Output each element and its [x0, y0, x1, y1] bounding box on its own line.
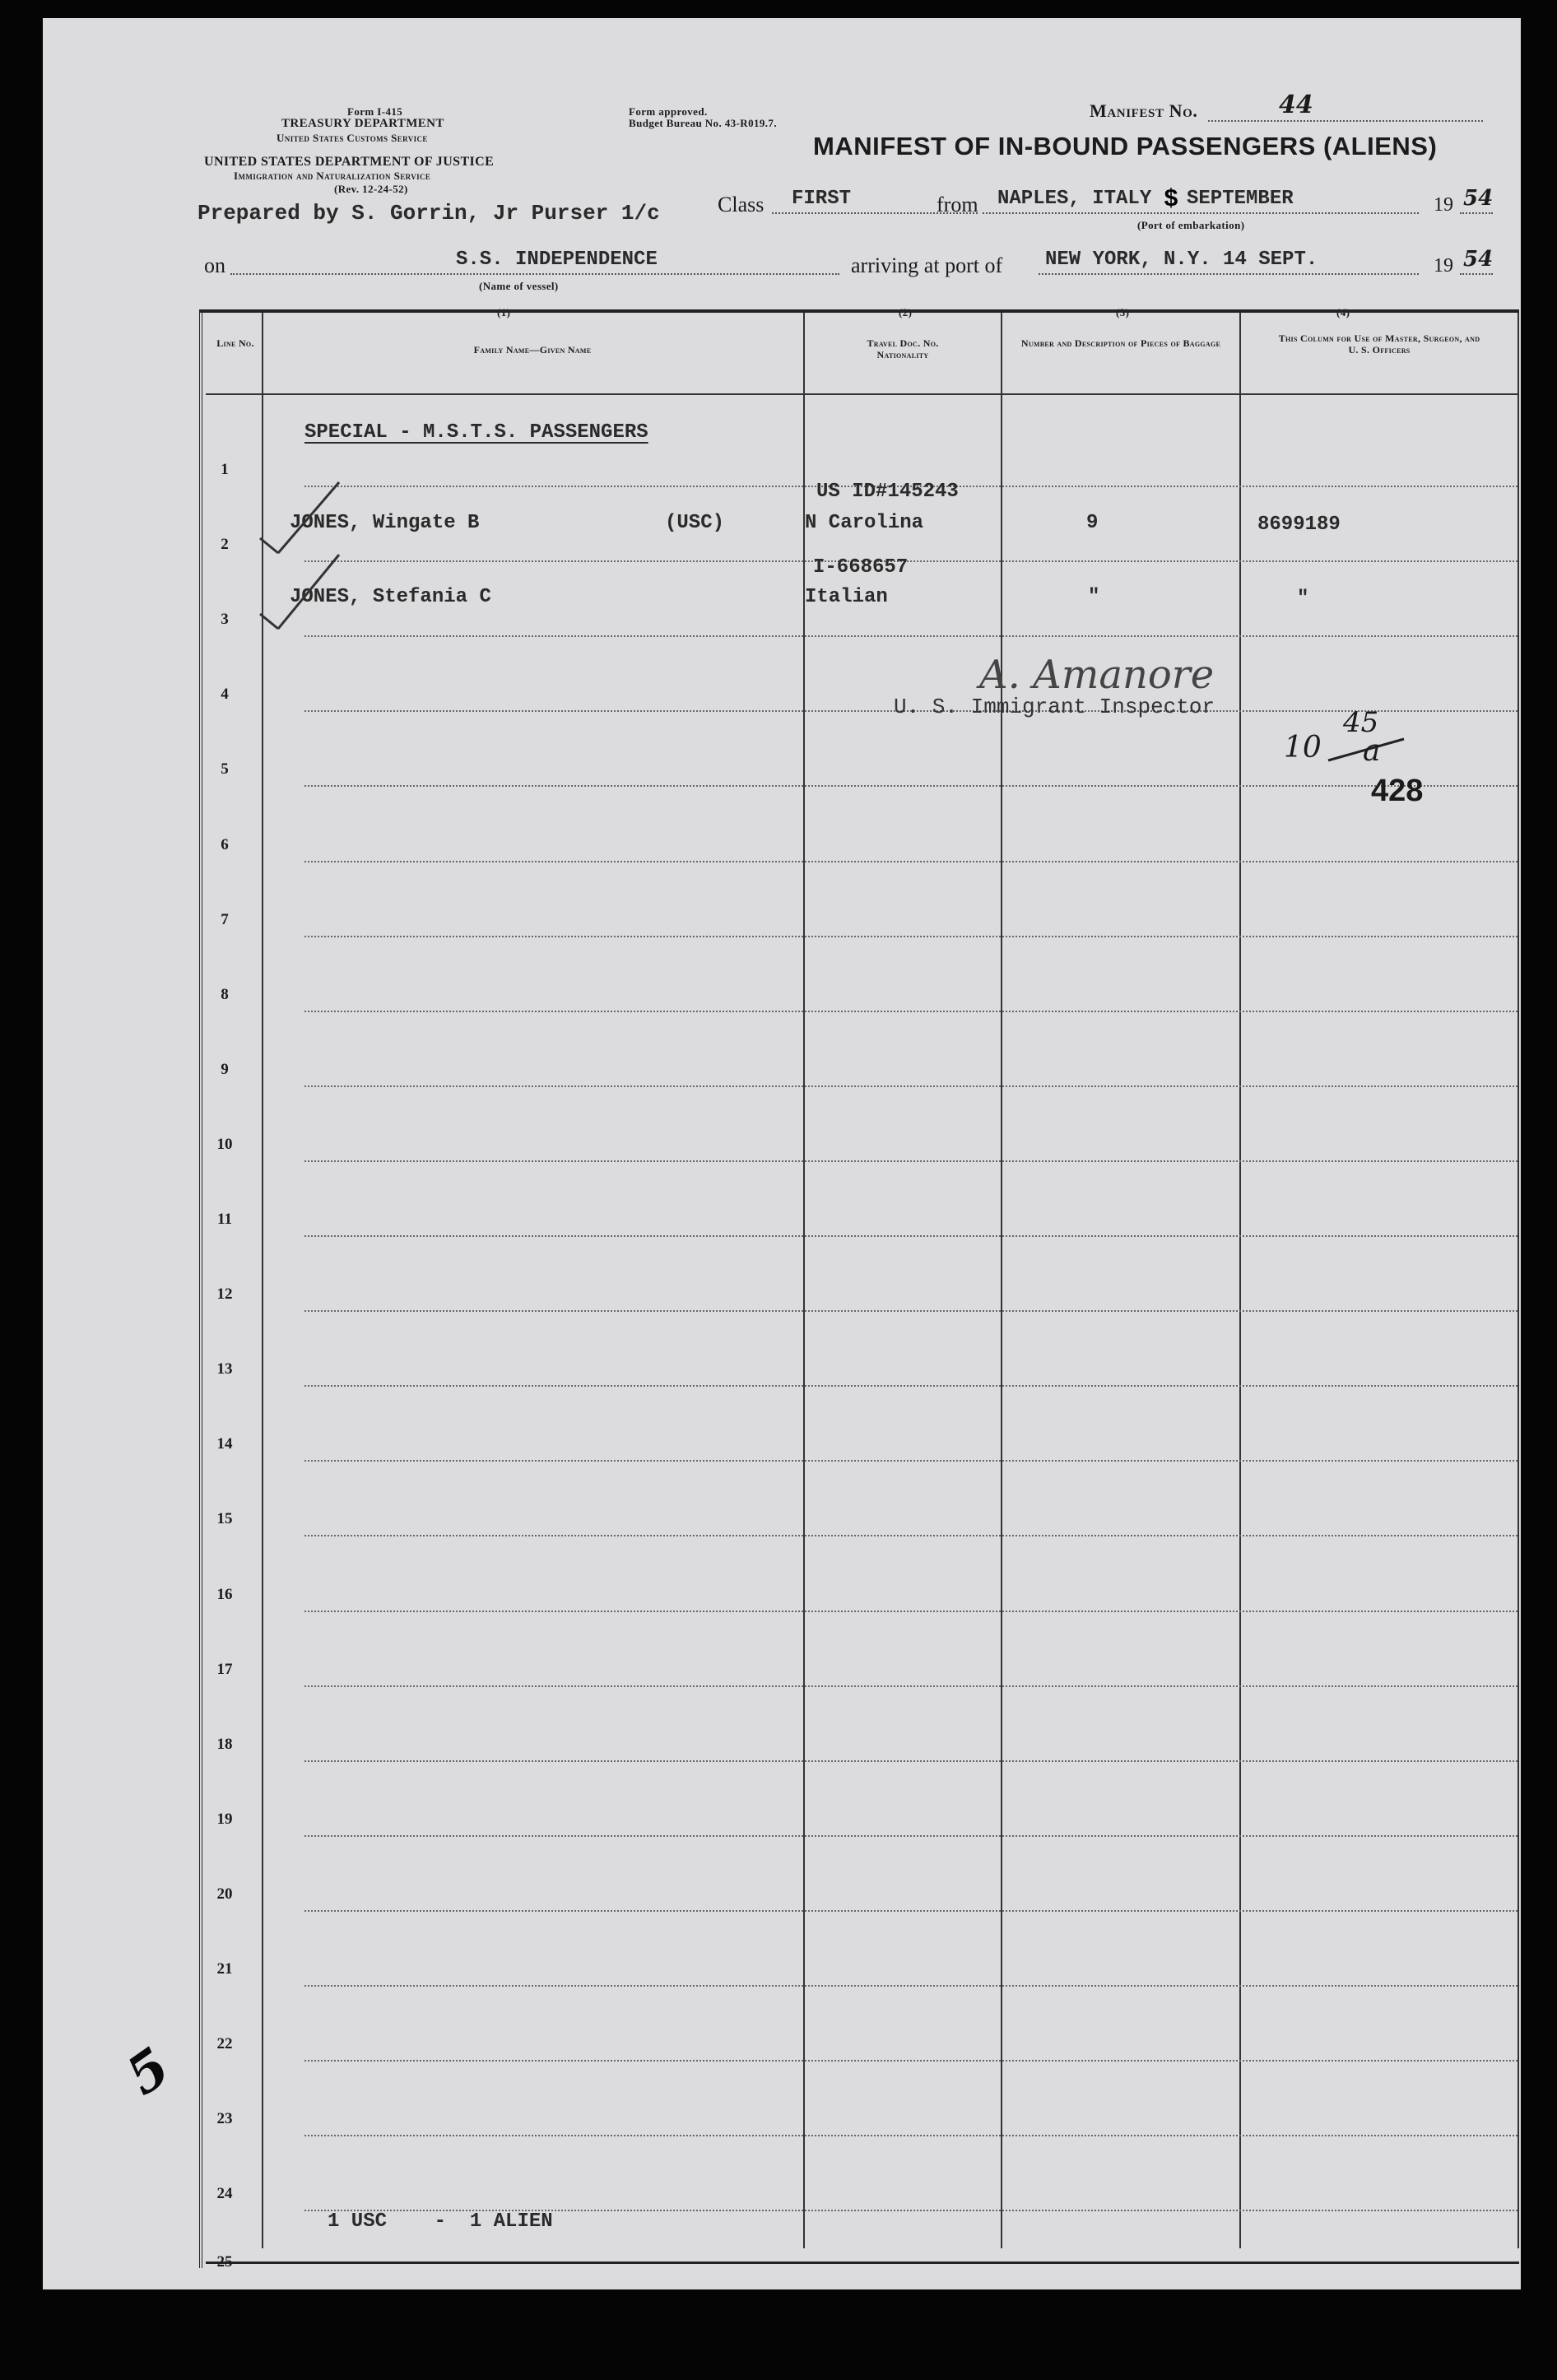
entry-2-officer: "	[1297, 588, 1309, 610]
manifest-page	[43, 18, 1521, 2289]
from-date: SEPTEMBER	[1187, 188, 1294, 210]
from-value: NAPLES, ITALY	[997, 188, 1152, 210]
table-bottom-rule	[206, 2261, 1519, 2264]
from-mark: $	[1164, 186, 1179, 214]
line-number: 4	[221, 686, 229, 704]
arriving-value: NEW YORK, N.Y. 14 SEPT.	[1045, 249, 1318, 271]
row-rule	[304, 560, 1517, 562]
treasury-dept: TREASURY DEPARTMENT	[281, 117, 444, 130]
col-number-1: (1)	[497, 306, 511, 318]
line-number: 2	[221, 536, 229, 554]
form-approved: Form approved.	[629, 105, 708, 118]
margin-mark: 5	[115, 2036, 182, 2108]
line-number: 20	[216, 1885, 233, 1903]
on-label: on	[204, 253, 225, 277]
year-prefix-1: 19	[1434, 194, 1453, 216]
line-number: 8	[221, 985, 229, 1003]
class-value: FIRST	[792, 188, 852, 210]
line-number: 14	[216, 1435, 233, 1453]
line-number: 24	[216, 2185, 233, 2203]
line-number: 15	[216, 1510, 233, 1528]
from-line	[983, 212, 1419, 214]
check-mark-icon	[253, 551, 344, 637]
budget-bureau: Budget Bureau No. 43-R019.7.	[629, 117, 777, 129]
entry-2-doc: I-668657	[813, 556, 909, 579]
row-rule	[304, 1310, 1517, 1312]
form-number: Form I-415	[347, 105, 403, 118]
header-name: Family Name—Given Name	[473, 344, 592, 356]
entry-1-name: JONES, Wingate B	[290, 512, 480, 534]
line-number: 12	[216, 1285, 233, 1304]
year-line-2	[1460, 273, 1493, 275]
vessel-line	[230, 273, 839, 275]
year-line-1	[1460, 212, 1493, 214]
line-number: 7	[221, 910, 229, 928]
row-rule	[304, 1985, 1517, 1987]
entry-1-nationality: N Carolina	[805, 512, 924, 534]
line-number: 6	[221, 835, 229, 853]
vessel-note: (Name of vessel)	[479, 280, 559, 292]
line-number: 1	[221, 461, 229, 478]
line-number: 16	[216, 1585, 233, 1603]
manifest-no-line	[1208, 120, 1483, 122]
line-number: 18	[216, 1735, 233, 1753]
entry-1-status: (USC)	[665, 512, 725, 534]
row-rule	[304, 1611, 1517, 1612]
entry-1-doc: US ID#145243	[816, 481, 959, 503]
line-number: 17	[216, 1660, 233, 1678]
col-number-4: (4)	[1336, 306, 1350, 318]
class-label: Class	[718, 193, 765, 216]
line-number: 19	[216, 1810, 233, 1828]
header-baggage: Number and Description of Pieces of Baggage	[1020, 337, 1221, 349]
line-number: 3	[221, 611, 229, 629]
row-rule	[304, 1160, 1517, 1162]
row-rule	[304, 1460, 1517, 1462]
line-number: 21	[216, 1960, 233, 1978]
inspector-signature: A. Amanore	[979, 652, 1215, 698]
inspector-title: U. S. Immigrant Inspector	[894, 695, 1215, 719]
justice-dept: UNITED STATES DEPARTMENT OF JUSTICE	[204, 155, 495, 169]
line-number: 22	[216, 2035, 233, 2053]
line-number: 10	[216, 1135, 233, 1153]
row-rule	[304, 1835, 1517, 1837]
line-number: 9	[221, 1060, 229, 1078]
line-number: 11	[217, 1211, 232, 1228]
row-rule	[304, 1685, 1517, 1687]
col-number-2: (2)	[899, 306, 913, 318]
year-prefix-2: 19	[1434, 255, 1453, 277]
manifest-no-value: 44	[1279, 91, 1313, 119]
vessel-value: S.S. INDEPENDENCE	[456, 249, 658, 271]
stamp-number: 428	[1371, 774, 1424, 808]
col-divider	[1239, 313, 1241, 2248]
header-line-no: Line No.	[216, 337, 254, 349]
row-rule	[304, 1385, 1517, 1387]
row-rule	[304, 785, 1517, 787]
row-rule	[304, 635, 1517, 637]
customs-service: United States Customs Service	[277, 132, 428, 144]
check-mark-icon	[253, 479, 344, 561]
manifest-no-label: Manifest No.	[1090, 100, 1198, 121]
line-number: 13	[216, 1360, 233, 1378]
fraction-top: 45	[1343, 706, 1379, 739]
row-heading: SPECIAL - M.S.T.S. PASSENGERS	[304, 421, 648, 444]
row-rule	[304, 2060, 1517, 2062]
row-rule	[304, 1085, 1517, 1087]
entry-2-name: JONES, Stefania C	[290, 586, 491, 608]
row-rule	[304, 1535, 1517, 1536]
line-number: 25	[216, 2253, 233, 2271]
entry-1-officer: 8699189	[1257, 514, 1341, 536]
fraction-left: 10	[1284, 731, 1322, 765]
arriving-label: arriving at port of	[851, 253, 1003, 277]
row-rule	[304, 1235, 1517, 1237]
col-divider	[1517, 313, 1519, 2248]
row-rule	[304, 2135, 1517, 2136]
row-rule	[304, 1760, 1517, 1762]
col-divider	[1001, 313, 1002, 2248]
year-value-2: 54	[1463, 247, 1494, 272]
row-rule	[304, 936, 1517, 937]
arriving-line	[1039, 273, 1419, 275]
prepared-by: Prepared by S. Gorrin, Jr Purser 1/c	[198, 201, 660, 225]
ins-service: Immigration and Naturalization Service	[234, 170, 431, 182]
line-number: 5	[221, 760, 229, 779]
entry-2-nationality: Italian	[805, 586, 888, 608]
line-number: 23	[216, 2110, 233, 2128]
port-embark-note: (Port of embarkation)	[1137, 219, 1245, 231]
row-rule	[304, 1011, 1517, 1012]
entry-1-baggage: 9	[1086, 512, 1099, 534]
fraction-bottom: a	[1363, 734, 1381, 768]
row-rule	[304, 861, 1517, 862]
revision: (Rev. 12-24-52)	[334, 183, 408, 195]
page-title: MANIFEST OF IN-BOUND PASSENGERS (ALIENS)	[813, 132, 1438, 160]
header-travel-doc: Travel Doc. No. Nationality	[867, 337, 939, 360]
from-label: from	[937, 193, 978, 216]
entry-2-baggage: "	[1088, 586, 1100, 608]
row-rule	[304, 1910, 1517, 1912]
header-officers: This Column for Use of Master, Surgeon, and U. S. Officers	[1278, 332, 1480, 356]
year-value-1: 54	[1463, 186, 1494, 211]
footer-total: 1 USC - 1 ALIEN	[328, 2210, 553, 2233]
col-number-3: (3)	[1116, 306, 1130, 318]
